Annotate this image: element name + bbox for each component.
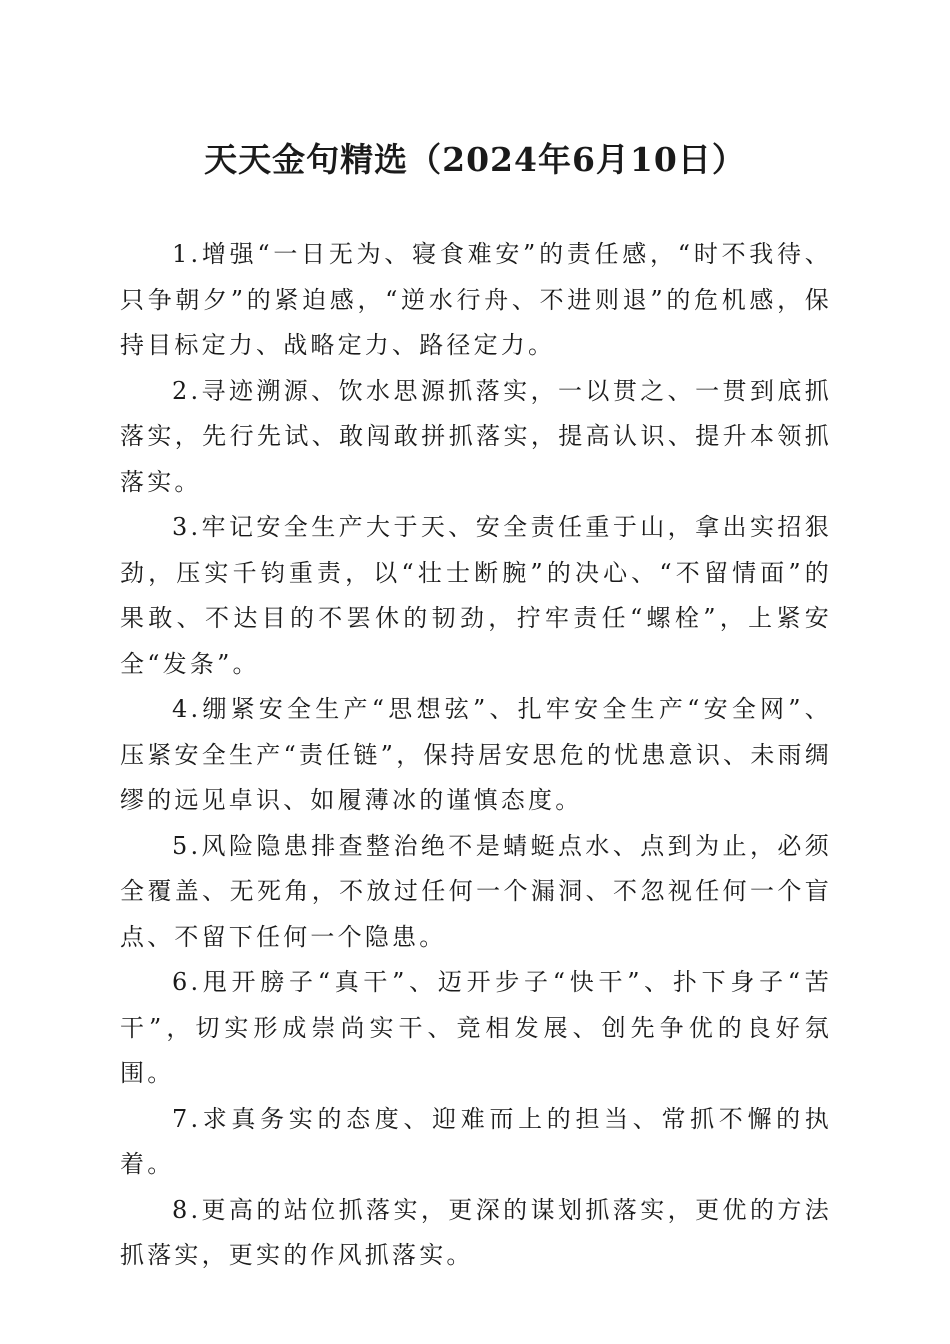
paragraph-3: 3.牢记安全生产大于天、安全责任重于山，拿出实招狠劲，压实千钧重责，以“壮士断腕”的决心、“不留情面”的果敢、不达目的不罢休的韧劲，拧牢责任“螺栓”，上紧安全“发条”。 (120, 513, 832, 678)
document-title: 天天金句精选（2024年6月10日） (204, 140, 746, 179)
document-body (120, 232, 832, 1279)
paragraph-2: 2.寻迹溯源、饮水思源抓落实，一以贯之、一贯到底抓落实，先行先试、敢闯敢拼抓落实，提高认识、提升本领抓落实。 (120, 376, 832, 496)
paragraph-7: 7.求真务实的态度、迎难而上的担当、常抓不懈的执着。 (120, 1104, 832, 1178)
paragraph-6: 6.甩开膀子“真干”、迈开步子“快干”、扑下身子“苦干”，切实形成崇尚实干、竞相发展、创先争优的良好氛围。 (120, 968, 832, 1087)
paragraph-1: 1.增强“一日无为、寝食难安”的责任感，“时不我待、只争朝夕”的紧迫感，“逆水行舟、不进则退”的危机感，保持目标定力、战略定力、路径定力。 (120, 240, 832, 359)
paragraph-4: 4.绷紧安全生产“思想弦”、扎牢安全生产“安全网”、压紧安全生产“责任链”，保持居安思危的忧患意识、未雨绸缪的远见卓识、如履薄冰的谨慎态度。 (120, 695, 832, 814)
paragraph-5: 5.风险隐患排查整治绝不是蜻蜓点水、点到为止，必须全覆盖、无死角，不放过任何一个漏洞、不忽视任何一个盲点、不留下任何一个隐患。 (120, 831, 832, 951)
paragraph-8: 8.更高的站位抓落实，更深的谋划抓落实，更优的方法抓落实，更实的作风抓落实。 (120, 1195, 832, 1269)
